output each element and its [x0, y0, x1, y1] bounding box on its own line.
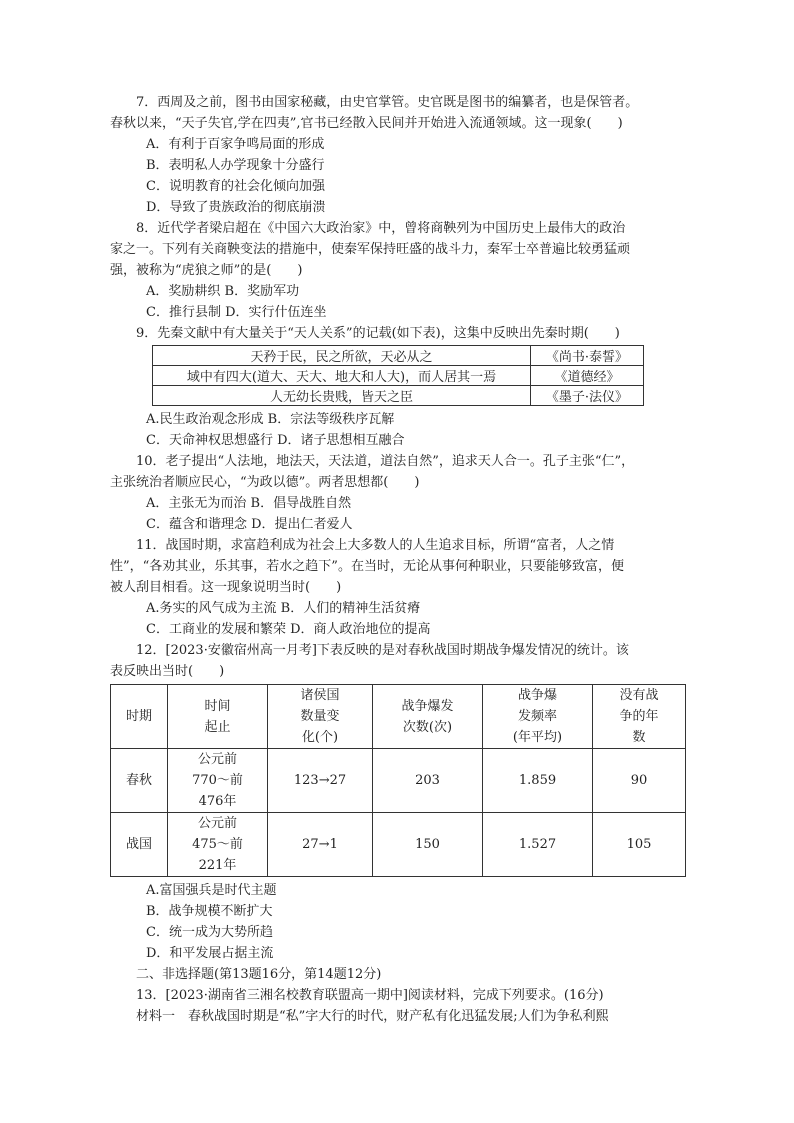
q12-option-b: B．战争规模不断扩大 — [146, 904, 273, 919]
q7-option-a: A．有利于百家争鸣局面的形成 — [146, 137, 325, 152]
q7-stem: 7．西周及之前，图书由国家秘藏，由史官掌管。史官既是图书的编纂者，也是保管者。 — [136, 95, 639, 110]
time-cell: 公元前 475～前 221年 — [168, 813, 268, 877]
q8-options-cd: C．推行县制 D．实行什伍连坐 — [146, 305, 327, 320]
table-row — [153, 346, 644, 366]
states-cell: 123→27 — [268, 749, 373, 813]
q10-stem-cont: 主张统治者顺应民心，“为政以德”。两者思想都( ) — [110, 475, 420, 490]
q11-options-cd: C．工商业的发展和繁荣 D．商人政治地位的提高 — [146, 622, 431, 637]
q12-option-d: D．和平发展占据主流 — [146, 946, 274, 961]
q9-stem: 9．先秦文献中有大量关于“天人关系”的记载(如下表)，这集中反映出先秦时期( ) — [136, 326, 620, 341]
header-wars: 战争爆发 次数(次) — [373, 685, 483, 749]
wars-cell: 203 — [373, 749, 483, 813]
table-row — [153, 386, 644, 406]
q8-options-ab: A．奖励耕织 B．奖励军功 — [146, 284, 300, 299]
period-cell: 春秋 — [111, 749, 168, 813]
q11-options-ab: A.务实的风气成为主流 B．人们的精神生活贫瘠 — [146, 601, 421, 616]
q11-stem: 11．战国时期，求富趋利成为社会上大多数人的人生追求目标，所谓“富者，人之情 — [136, 538, 615, 553]
q9-options-ab: A.民生政治观念形成 B．宗法等级秩序瓦解 — [146, 412, 395, 427]
q10-options-ab: A．主张无为而治 B．倡导战胜自然 — [146, 496, 352, 511]
frequency-cell: 1.527 — [483, 813, 593, 877]
quote-cell: 天矜于民，民之所欲，天必从之 — [153, 346, 531, 366]
q7-option-d: D．导致了贵族政治的彻底崩溃 — [146, 200, 326, 215]
exam-page — [110, 92, 690, 1027]
q13-stem: 13．[2023·湖南省三湘名校教育联盟高一期中]阅读材料，完成下列要求。(16分) — [136, 988, 604, 1003]
table-row — [111, 813, 686, 877]
q12-option-c: C．统一成为大势所趋 — [146, 925, 273, 940]
wars-cell: 150 — [373, 813, 483, 877]
q12-stem: 12．[2023·安徽宿州高一月考]下表反映的是对春秋战国时期战争爆发情况的统计。该 — [136, 643, 629, 658]
q13-material-1: 材料一 春秋战国时期是“私”字大行的时代，财产私有化迅猛发展;人们为争私利熙 — [136, 1009, 609, 1024]
q10-options-cd: C．蕴含和谐理念 D．提出仁者爱人 — [146, 517, 353, 532]
states-cell: 27→1 — [268, 813, 373, 877]
header-period: 时期 — [111, 685, 168, 749]
frequency-cell: 1.859 — [483, 749, 593, 813]
table-row — [153, 366, 644, 386]
q8-stem-end: 强，被称为“虎狼之师”的是( ) — [110, 263, 303, 278]
peace-cell: 105 — [593, 813, 686, 877]
header-time: 时间 起止 — [168, 685, 268, 749]
peace-cell: 90 — [593, 749, 686, 813]
q11-stem-cont: 性”，“各劝其业，乐其事，若水之趋下”。在当时，无论从事何种职业，只要能够致富，便 — [110, 559, 624, 574]
q12-war-stats-table — [110, 684, 686, 877]
q9-quote-table — [152, 345, 644, 406]
header-peace-years: 没有战 争的年 数 — [593, 685, 686, 749]
quote-cell: 人无幼长贵贱，皆天之臣 — [153, 386, 531, 406]
table-row — [111, 749, 686, 813]
q9-options-cd: C．天命神权思想盛行 D．诸子思想相互融合 — [146, 433, 405, 448]
source-cell: 《道德经》 — [531, 366, 644, 386]
period-cell: 战国 — [111, 813, 168, 877]
q7-option-b: B．表明私人办学现象十分盛行 — [146, 158, 325, 173]
q10-stem: 10．老子提出“人法地，地法天，天法道，道法自然”，追求天人合一。孔子主张“仁”， — [136, 454, 635, 469]
section-title: 二、非选择题(第13题16分，第14题12分) — [136, 967, 382, 982]
q7-stem-cont: 春秋以来，“天子失官,学在四夷”,官书已经散入民间并开始进入流通领域。这一现象( ) — [110, 116, 623, 131]
q12-stem-cont: 表反映出当时( ) — [110, 664, 225, 679]
quote-cell: 域中有四大(道大、天大、地大和人大)，而人居其一焉 — [153, 366, 531, 386]
table-header-row — [111, 685, 686, 749]
source-cell: 《尚书·泰誓》 — [531, 346, 644, 366]
q7-option-c: C．说明教育的社会化倾向加强 — [146, 179, 325, 194]
q11-stem-end: 被人刮目相看。这一现象说明当时( ) — [110, 580, 342, 595]
q12-option-a: A.富国强兵是时代主题 — [146, 883, 277, 898]
time-cell: 公元前 770～前 476年 — [168, 749, 268, 813]
header-frequency: 战争爆 发频率 (年平均) — [483, 685, 593, 749]
header-states: 诸侯国 数量变 化(个) — [268, 685, 373, 749]
source-cell: 《墨子·法仪》 — [531, 386, 644, 406]
q8-stem: 8．近代学者梁启超在《中国六大政治家》中，曾将商鞅列为中国历史上最伟大的政治 — [136, 221, 626, 236]
q8-stem-cont: 家之一。下列有关商鞅变法的措施中，使秦军保持旺盛的战斗力，秦军士卒普遍比较勇猛顽 — [110, 242, 631, 257]
